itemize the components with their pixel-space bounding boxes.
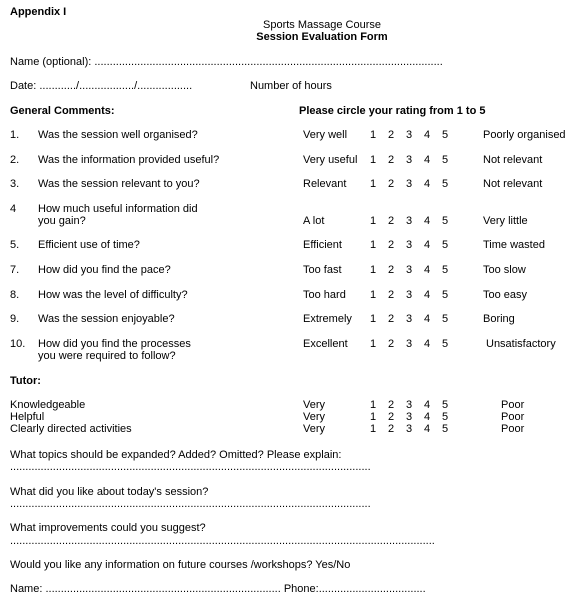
rating-option[interactable]: 3	[406, 313, 413, 325]
rating-option[interactable]: 1	[370, 399, 377, 411]
question-number: 2.	[10, 154, 20, 166]
question-text: How did you find the pace?	[38, 264, 171, 276]
rating-option[interactable]: 4	[424, 178, 431, 190]
rating-option[interactable]: 3	[406, 338, 413, 350]
rating-option[interactable]: 2	[388, 289, 395, 301]
rating-option[interactable]: 2	[388, 154, 395, 166]
rating-option[interactable]: 2	[388, 215, 395, 227]
rating-right-anchor: Not relevant	[483, 178, 543, 190]
rating-option[interactable]: 2	[388, 411, 395, 423]
rating-right-anchor: Unsatisfactory	[486, 338, 556, 350]
question-text-continued: you gain?	[38, 215, 86, 227]
question-number: 8.	[10, 289, 20, 301]
date-field[interactable]: Date: ............/................../..................	[10, 80, 193, 92]
rating-option[interactable]: 1	[370, 215, 377, 227]
tutor-criterion: Knowledgeable	[10, 399, 86, 411]
question-number: 4	[10, 203, 17, 215]
rating-option[interactable]: 4	[424, 215, 431, 227]
rating-option[interactable]: 4	[424, 338, 431, 350]
rating-left-anchor: Very	[303, 411, 326, 423]
rating-option[interactable]: 2	[388, 338, 395, 350]
rating-option[interactable]: 5	[442, 178, 449, 190]
rating-right-anchor: Poor	[501, 399, 525, 411]
rating-option[interactable]: 2	[388, 313, 395, 325]
question-number: 9.	[10, 313, 20, 325]
rating-left-anchor: Efficient	[303, 239, 342, 251]
rating-right-anchor: Not relevant	[483, 154, 543, 166]
question-text: Was the session relevant to you?	[38, 178, 200, 190]
rating-left-anchor: Very well	[303, 129, 348, 141]
rating-option[interactable]: 3	[406, 129, 413, 141]
rating-option[interactable]: 5	[442, 215, 449, 227]
rating-option[interactable]: 3	[406, 215, 413, 227]
rating-right-anchor: Poor	[501, 411, 525, 423]
rating-option[interactable]: 4	[424, 399, 431, 411]
improve-question: What improvements could you suggest?	[10, 522, 206, 534]
improve-answer-line[interactable]: ...........................................................................................................................................	[10, 535, 435, 547]
rating-option[interactable]: 1	[370, 129, 377, 141]
rating-option[interactable]: 5	[442, 239, 449, 251]
rating-option[interactable]: 5	[442, 423, 449, 435]
rating-option[interactable]: 2	[388, 129, 395, 141]
rating-option[interactable]: 1	[370, 239, 377, 251]
rating-option[interactable]: 2	[388, 423, 395, 435]
rating-option[interactable]: 2	[388, 399, 395, 411]
question-number: 1.	[10, 129, 20, 141]
question-text: Was the session enjoyable?	[38, 313, 175, 325]
rating-left-anchor: Very	[303, 423, 326, 435]
rating-option[interactable]: 3	[406, 178, 413, 190]
rating-left-anchor: Extremely	[303, 313, 352, 325]
rating-option[interactable]: 1	[370, 411, 377, 423]
rating-left-anchor: Excellent	[303, 338, 348, 350]
tutor-criterion: Helpful	[10, 411, 45, 423]
question-text: Was the session well organised?	[38, 129, 198, 141]
rating-option[interactable]: 4	[424, 411, 431, 423]
question-number: 10.	[10, 338, 26, 350]
rating-option[interactable]: 3	[406, 423, 413, 435]
rating-left-anchor: Very useful	[303, 154, 358, 166]
rating-right-anchor: Time wasted	[483, 239, 545, 251]
rating-left-anchor: Too hard	[303, 289, 346, 301]
rating-option[interactable]: 4	[424, 313, 431, 325]
rating-option[interactable]: 2	[388, 264, 395, 276]
rating-option[interactable]: 1	[370, 264, 377, 276]
rating-option[interactable]: 1	[370, 338, 377, 350]
tutor-criterion: Clearly directed activities	[10, 423, 132, 435]
rating-option[interactable]: 5	[442, 154, 449, 166]
rating-left-anchor: A lot	[303, 215, 325, 227]
liked-answer-line[interactable]: ......................................................................................................................	[10, 498, 371, 510]
rating-right-anchor: Boring	[483, 313, 515, 325]
question-text: How was the level of difficulty?	[38, 289, 188, 301]
rating-option[interactable]: 3	[406, 154, 413, 166]
rating-option[interactable]: 1	[370, 154, 377, 166]
topics-question: What topics should be expanded? Added? Omitted? Please explain:	[10, 449, 342, 461]
question-number: 3.	[10, 178, 20, 190]
question-text-continued: you were required to follow?	[38, 350, 176, 362]
future-question[interactable]: Would you like any information on future courses /workshops? Yes/No	[10, 559, 351, 571]
question-text: How did you find the processes	[38, 338, 191, 350]
rating-option[interactable]: 4	[424, 129, 431, 141]
liked-question: What did you like about today's session?	[10, 486, 209, 498]
rating-option[interactable]: 4	[424, 289, 431, 301]
general-comments-heading: General Comments:	[10, 105, 115, 117]
rating-right-anchor: Poor	[501, 423, 525, 435]
rating-right-anchor: Too easy	[483, 289, 528, 301]
rating-option[interactable]: 5	[442, 264, 449, 276]
rating-right-anchor: Very little	[483, 215, 528, 227]
rating-option[interactable]: 3	[406, 399, 413, 411]
topics-answer-line[interactable]: ......................................................................................................................	[10, 461, 371, 473]
rating-option[interactable]: 1	[370, 313, 377, 325]
rating-right-anchor: Too slow	[483, 264, 526, 276]
question-text: Was the information provided useful?	[38, 154, 220, 166]
rating-option[interactable]: 1	[370, 423, 377, 435]
rating-option[interactable]: 3	[406, 264, 413, 276]
rating-option[interactable]: 5	[442, 313, 449, 325]
rating-left-anchor: Very	[303, 399, 326, 411]
name-field[interactable]: Name (optional): ..................................................................................................................	[10, 56, 443, 68]
question-text: Efficient use of time?	[38, 239, 140, 251]
hours-field[interactable]: Number of hours	[250, 80, 332, 92]
rating-option[interactable]: 5	[442, 411, 449, 423]
rating-left-anchor: Relevant	[303, 178, 347, 190]
rating-left-anchor: Too fast	[303, 264, 342, 276]
rating-option[interactable]: 2	[388, 178, 395, 190]
tutor-heading: Tutor:	[10, 375, 41, 387]
question-number: 5.	[10, 239, 20, 251]
course-title: Sports Massage Course	[263, 19, 381, 31]
rating-instruction: Please circle your rating from 1 to 5	[299, 105, 486, 117]
rating-option[interactable]: 5	[442, 399, 449, 411]
rating-option[interactable]: 5	[442, 338, 449, 350]
rating-option[interactable]: 4	[424, 154, 431, 166]
rating-option[interactable]: 1	[370, 289, 377, 301]
rating-option[interactable]: 4	[424, 423, 431, 435]
rating-right-anchor: Poorly organised	[483, 129, 566, 141]
question-number: 7.	[10, 264, 20, 276]
rating-option[interactable]: 5	[442, 289, 449, 301]
question-text: How much useful information did	[38, 203, 198, 215]
rating-option[interactable]: 3	[406, 411, 413, 423]
rating-option[interactable]: 4	[424, 239, 431, 251]
rating-option[interactable]: 5	[442, 129, 449, 141]
rating-option[interactable]: 1	[370, 178, 377, 190]
contact-name-phone-field[interactable]: Name: ............................................................................. Phone:...................................	[10, 583, 426, 595]
rating-option[interactable]: 3	[406, 239, 413, 251]
rating-option[interactable]: 3	[406, 289, 413, 301]
form-title: Session Evaluation Form	[256, 31, 388, 43]
rating-option[interactable]: 4	[424, 264, 431, 276]
appendix-label: Appendix I	[10, 6, 67, 18]
rating-option[interactable]: 2	[388, 239, 395, 251]
